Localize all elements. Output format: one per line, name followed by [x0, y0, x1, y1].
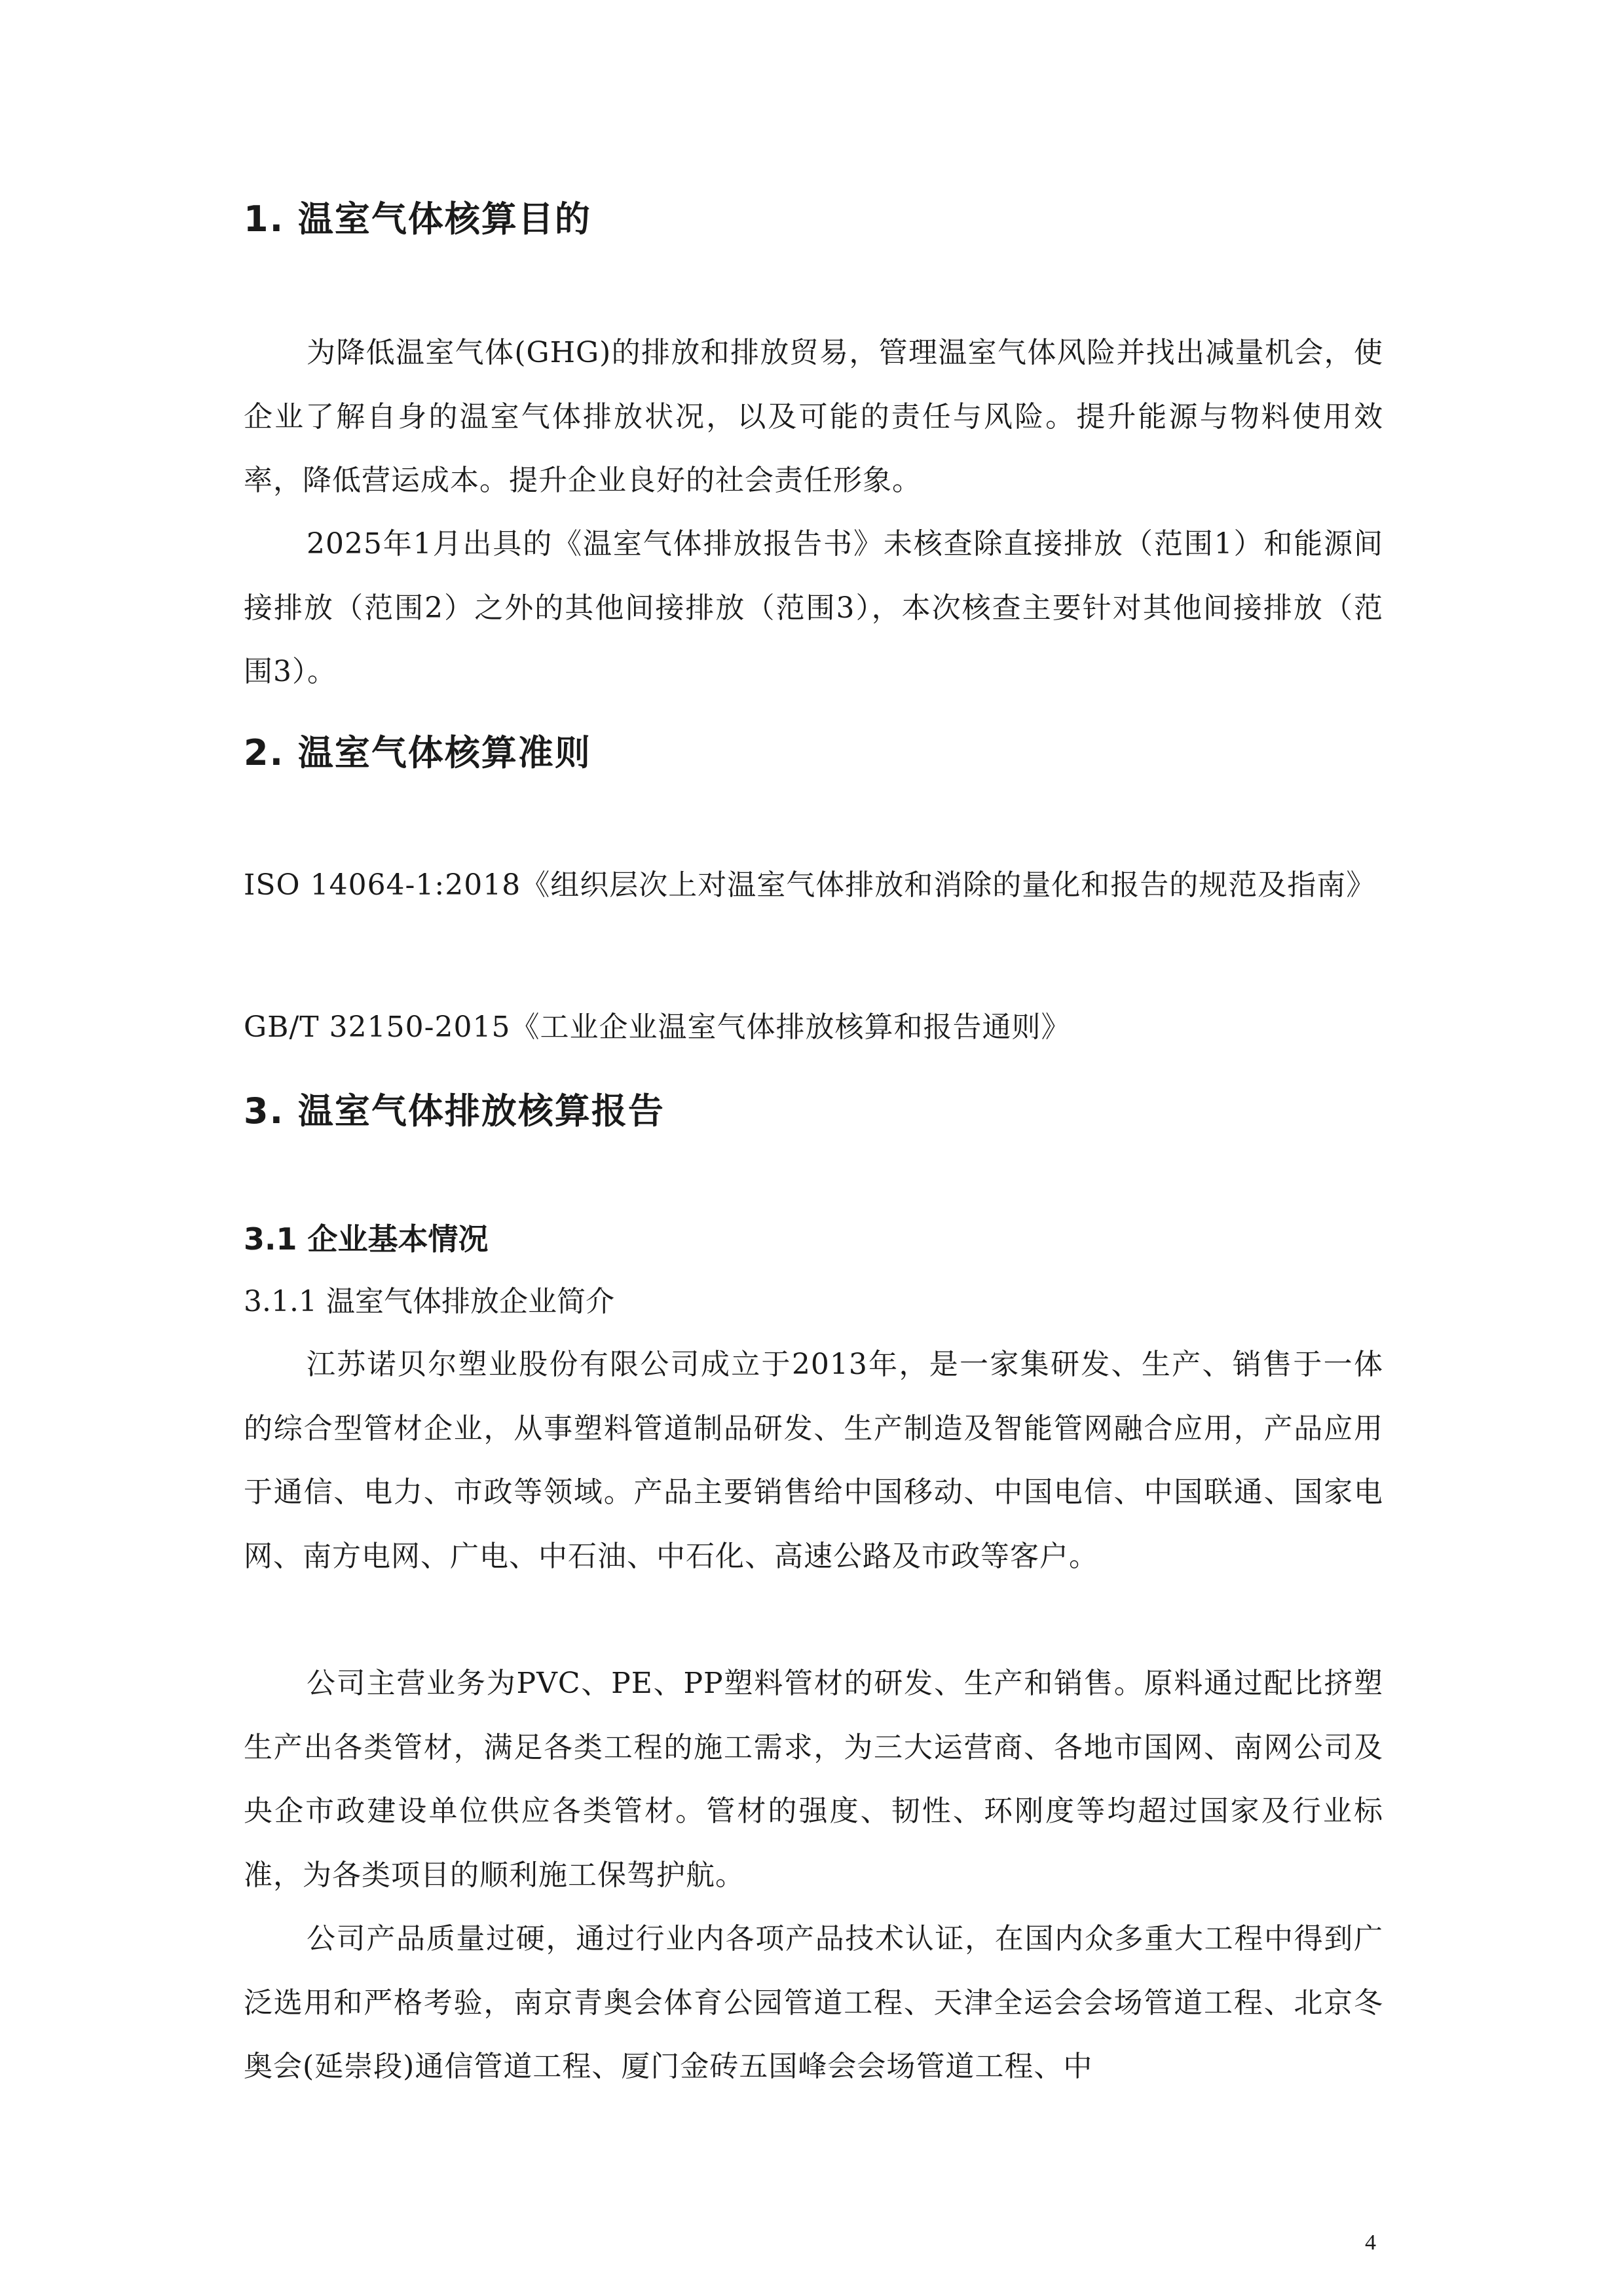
company-paragraph: 公司主营业务为PVC、PE、PP塑料管材的研发、生产和销售。原料通过配比挤塑生产出各类管材，满足各类工程的施工需求，为三大运营商、各地市国网、南网公司及央企市政建设单位供应各类管材。管材的强度、韧性、环刚度等均超过国家及行业标准，为各类项目的顺利施工保驾护航。	[244, 1667, 1383, 1892]
subsection-heading: 3.1 企业基本情况	[244, 1221, 489, 1257]
standard-item: ISO 14064-1:2018《组织层次上对温室气体排放和消除的量化和报告的规范及指南》	[244, 868, 1376, 902]
company-paragraph: 江苏诺贝尔塑业股份有限公司成立于2013年，是一家集研发、生产、销售于一体的综合型管材企业，从事塑料管道制品研发、生产制造及智能管网融合应用，产品应用于通信、电力、市政等领域。产品主要销售给中国移动、中国电信、中国联通、国家电网、南方电网、广电、中石油、中石化、高速公路及市政等客户。	[244, 1348, 1383, 1573]
standard-item: GB/T 32150-2015《工业企业温室气体排放核算和报告通则》	[244, 1010, 1071, 1044]
section-1-heading: 1. 温室气体核算目的	[244, 198, 591, 240]
page-number: 4	[1365, 2231, 1376, 2255]
section-1-paragraph: 2025年1月出具的《温室气体排放报告书》未核查除直接排放（范围1）和能源间接排放（范围2）之外的其他间接排放（范围3），本次核查主要针对其他间接排放（范围3）。	[244, 527, 1383, 688]
section-3-heading: 3. 温室气体排放核算报告	[244, 1090, 665, 1132]
company-paragraph: 公司产品质量过硬，通过行业内各项产品技术认证，在国内众多重大工程中得到广泛选用和严格考验，南京青奥会体育公园管道工程、天津全运会会场管道工程、北京冬奥会(延崇段)通信管道工程、厦门金砖五国峰会会场管道工程、中	[244, 1922, 1383, 2083]
section-1-paragraph: 为降低温室气体(GHG)的排放和排放贸易，管理温室气体风险并找出减量机会，使企业了解自身的温室气体排放状况，以及可能的责任与风险。提升能源与物料使用效率，降低营运成本。提升企业良好的社会责任形象。	[244, 336, 1383, 497]
subsubsection-heading: 3.1.1 温室气体排放企业简介	[244, 1285, 614, 1318]
section-2-heading: 2. 温室气体核算准则	[244, 732, 591, 773]
